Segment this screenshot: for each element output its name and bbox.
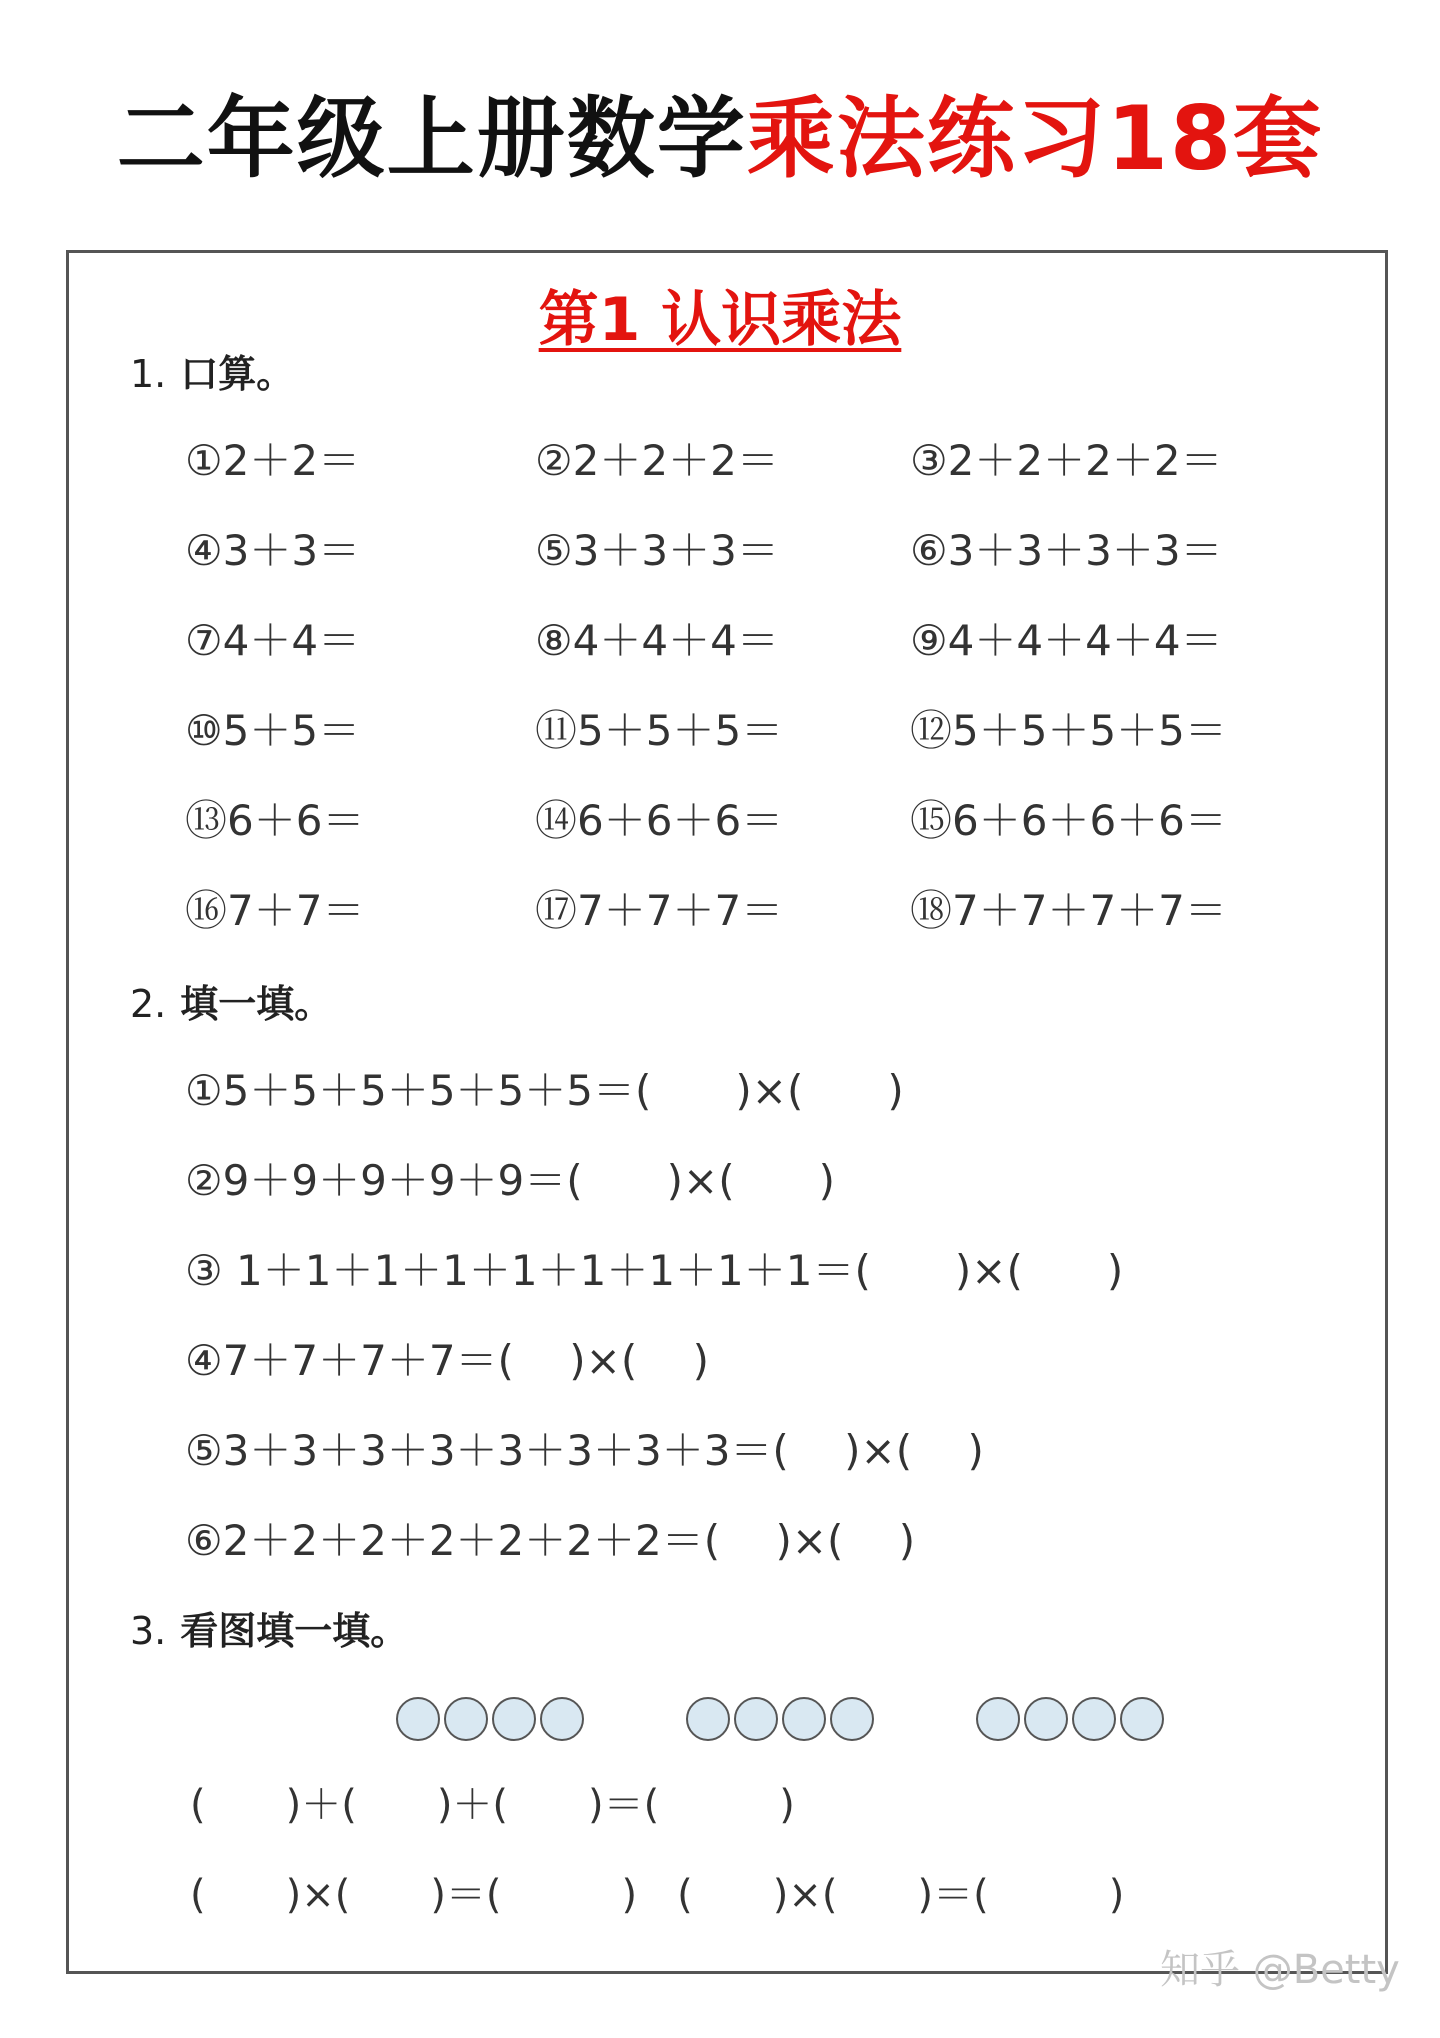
oral-calc-item: ⑦4＋4＝ [185, 616, 361, 665]
oral-calc-item: ⑱7＋7＋7＋7＝ [910, 886, 1227, 935]
circle [734, 1697, 778, 1741]
circle-group [686, 1697, 874, 1747]
circle [1072, 1697, 1116, 1741]
oral-calc-item: ⑮6＋6＋6＋6＝ [910, 796, 1227, 845]
section-1-number: 1. [130, 352, 167, 396]
circle [686, 1697, 730, 1741]
circle [1120, 1697, 1164, 1741]
section-3-heading [130, 1609, 409, 1653]
oral-calc-item: ⑥3＋3＋3＋3＝ [910, 526, 1223, 575]
oral-calc-item: ④3＋3＝ [185, 526, 361, 575]
worksheet-title: 第1 认识乘法 [538, 285, 902, 355]
oral-calc-item: ⑰7＋7＋7＝ [535, 886, 784, 935]
section-1-label: 口算。 [180, 352, 295, 396]
circle [444, 1697, 488, 1741]
watermark: 知乎 @Betty [1160, 1947, 1400, 1993]
oral-calc-item: ⑤3＋3＋3＝ [535, 526, 779, 575]
oral-calc-item: ⑯7＋7＝ [185, 886, 365, 935]
fill-item: ①5＋5＋5＋5＋5＋5＝( )×( ) [185, 1066, 904, 1115]
section-3-label: 看图填一填。 [180, 1609, 409, 1653]
circle [830, 1697, 874, 1741]
oral-calc-item: ⑪5＋5＋5＝ [535, 706, 784, 755]
oral-calc-item: ⑫5＋5＋5＋5＝ [910, 706, 1227, 755]
oral-calc-item: ⑭6＋6＋6＝ [535, 796, 784, 845]
circle [540, 1697, 584, 1741]
multiplication-blank-line: ( )×( )＝( ) ( )×( )＝( ) [190, 1872, 1125, 1918]
circle [782, 1697, 826, 1741]
circle [492, 1697, 536, 1741]
fill-item: ⑥2＋2＋2＋2＋2＋2＋2＝( )×( ) [185, 1516, 916, 1565]
section-2-heading [130, 982, 333, 1026]
circle [1024, 1697, 1068, 1741]
title-red-part: 乘法练习18套 [746, 87, 1324, 190]
circle [976, 1697, 1020, 1741]
circle-group [976, 1697, 1164, 1747]
fill-item: ⑤3＋3＋3＋3＋3＋3＋3＋3＝( )×( ) [185, 1426, 984, 1475]
section-2-number: 2. [130, 982, 167, 1026]
section-3-number: 3. [130, 1609, 167, 1653]
oral-calc-item: ⑨4＋4＋4＋4＝ [910, 616, 1223, 665]
oral-calc-item: ⑩5＋5＝ [185, 706, 361, 755]
fill-item: ④7＋7＋7＋7＝( )×( ) [185, 1336, 709, 1385]
fill-item: ②9＋9＋9＋9＋9＝( )×( ) [185, 1156, 835, 1205]
section-1-heading [130, 352, 295, 396]
title-black-part: 二年级上册数学 [116, 87, 747, 190]
oral-calc-item: ①2＋2＝ [185, 436, 361, 485]
oral-calc-item: ⑧4＋4＋4＝ [535, 616, 779, 665]
circle [396, 1697, 440, 1741]
fill-item: ③ 1＋1＋1＋1＋1＋1＋1＋1＋1＝( )×( ) [185, 1246, 1124, 1295]
circle-group [396, 1697, 584, 1747]
oral-calc-item: ②2＋2＋2＝ [535, 436, 779, 485]
oral-calc-item: ③2＋2＋2＋2＝ [910, 436, 1223, 485]
oral-calc-item: ⑬6＋6＝ [185, 796, 365, 845]
addition-blank-line: ( )＋( )＋( )＝( ) [190, 1782, 795, 1828]
page-title [0, 87, 1440, 190]
section-2-label: 填一填。 [180, 982, 333, 1026]
